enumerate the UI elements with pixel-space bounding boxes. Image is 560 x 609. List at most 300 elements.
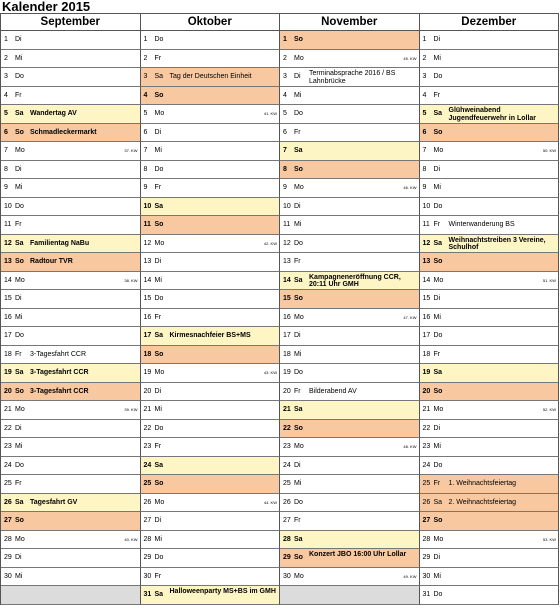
day-cell[interactable]	[1, 420, 141, 439]
week-number: 43. KW	[263, 370, 277, 375]
day-number: 25	[143, 480, 152, 487]
day-cell[interactable]	[280, 457, 420, 476]
calendar-row	[1, 512, 559, 531]
weekday-label: Mo	[294, 184, 304, 191]
weekday-label: Sa	[433, 110, 443, 117]
weekday-label: Mi	[433, 54, 441, 62]
day-cell[interactable]	[420, 327, 560, 346]
week-number: 40. KW	[124, 536, 138, 542]
day-cell[interactable]	[280, 586, 420, 605]
day-number: 19	[422, 369, 431, 376]
day-cell[interactable]	[280, 401, 420, 420]
day-cell[interactable]	[280, 161, 420, 180]
day-number: 20	[422, 387, 431, 395]
day-number: 30	[422, 572, 431, 580]
weekday-label: Mi	[433, 572, 441, 580]
weekday-label: Fr	[433, 350, 441, 358]
day-number: 18	[143, 350, 152, 358]
day-cell[interactable]	[280, 494, 420, 513]
weekday-label: Sa	[15, 239, 24, 247]
day-cell[interactable]	[420, 216, 560, 235]
weekday-label: Do	[154, 36, 164, 43]
weekday-label: Sa	[294, 147, 303, 154]
weekday-label: So	[15, 128, 24, 136]
weekday-label: Mo	[433, 276, 444, 284]
day-number: 2	[4, 54, 8, 62]
calendar-row	[1, 253, 559, 272]
day-cell[interactable]	[141, 87, 281, 106]
day-number: 4	[4, 91, 8, 99]
day-cell[interactable]	[280, 512, 420, 531]
day-number: 9	[143, 184, 148, 191]
day-number: 23	[422, 443, 431, 450]
calendar-row	[1, 290, 559, 309]
calendar-row	[1, 198, 559, 217]
weekday-label: Fr	[433, 221, 441, 228]
day-number: 12	[422, 239, 431, 247]
weekday-label: Do	[15, 332, 24, 339]
day-cell[interactable]	[141, 401, 281, 420]
day-cell[interactable]	[141, 383, 281, 402]
day-cell[interactable]	[1, 253, 141, 272]
day-cell[interactable]	[1, 161, 141, 180]
day-cell[interactable]	[280, 420, 420, 439]
day-number: 5	[4, 110, 8, 117]
event-label: Wandertag AV	[30, 110, 77, 117]
day-number: 4	[422, 91, 427, 99]
day-number: 27	[422, 517, 431, 524]
event-label: Bilderabend AV	[309, 387, 357, 395]
day-number: 1	[422, 36, 427, 43]
day-cell[interactable]	[141, 494, 281, 513]
day-cell[interactable]	[420, 198, 560, 217]
event-label: Konzert JBO 16:00 Uhr Lollar	[309, 551, 407, 558]
weekday-label: Fr	[154, 184, 162, 191]
day-cell[interactable]	[420, 68, 560, 87]
weekday-label: Di	[294, 202, 301, 210]
month-header-november: November	[280, 14, 420, 31]
day-number: 29	[143, 554, 152, 561]
event-label: Tag der Deutschen Einheit	[169, 73, 252, 80]
day-number: 16	[283, 313, 291, 321]
day-number: 18	[422, 350, 431, 358]
day-cell[interactable]	[420, 549, 560, 568]
day-cell[interactable]	[1, 216, 141, 235]
day-cell[interactable]	[280, 549, 420, 568]
day-cell[interactable]	[141, 124, 281, 143]
weekday-label: So	[294, 36, 303, 43]
day-number: 27	[4, 517, 12, 524]
day-cell[interactable]	[420, 494, 560, 513]
day-cell[interactable]	[1, 235, 141, 254]
day-cell[interactable]	[280, 235, 420, 254]
day-cell[interactable]	[420, 161, 560, 180]
day-number: 25	[283, 480, 291, 487]
week-number: 52. KW	[542, 407, 556, 412]
calendar-row	[1, 549, 559, 568]
day-cell[interactable]	[141, 216, 281, 235]
calendar-title: Kalender 2015	[2, 0, 91, 14]
weekday-label: Di	[15, 554, 22, 561]
day-cell[interactable]	[141, 198, 281, 217]
day-number: 27	[143, 517, 152, 524]
week-number: 50. KW	[542, 148, 556, 153]
event-label: 3-Tagesfahrt CCR	[30, 387, 89, 395]
weekday-label: Mi	[294, 480, 302, 487]
weekday-label: Mo	[15, 535, 25, 543]
day-number: 1	[143, 36, 148, 43]
day-number: 22	[143, 424, 152, 432]
day-cell[interactable]	[141, 272, 281, 291]
day-number: 25	[4, 480, 12, 487]
event-label: Winterwanderung BS	[448, 221, 515, 228]
day-cell[interactable]	[141, 290, 281, 309]
day-cell[interactable]	[141, 161, 281, 180]
month-header-september: September	[1, 14, 141, 31]
weekday-label: Do	[433, 202, 443, 210]
day-cell[interactable]	[280, 309, 420, 328]
day-number: 19	[143, 369, 152, 376]
day-number: 20	[283, 387, 291, 395]
day-cell[interactable]	[1, 475, 141, 494]
day-cell[interactable]	[420, 438, 560, 457]
day-number: 1	[283, 36, 287, 43]
weekday-label: Sa	[433, 498, 443, 506]
day-cell[interactable]	[141, 475, 281, 494]
day-cell[interactable]	[420, 568, 560, 587]
day-number: 10	[422, 202, 431, 210]
calendar-row	[1, 309, 559, 328]
weekday-label: So	[154, 221, 164, 228]
day-cell[interactable]	[1, 272, 141, 291]
day-number: 14	[422, 276, 431, 284]
weekday-label: Di	[433, 554, 441, 561]
day-number: 6	[4, 128, 8, 136]
weekday-label: So	[15, 517, 24, 524]
weekday-label: Mo	[294, 443, 304, 450]
day-cell[interactable]	[1, 401, 141, 420]
day-cell[interactable]	[1, 549, 141, 568]
event-label: Kampagneneröffnung CCR, 20:11 Uhr GMH	[309, 273, 401, 288]
weekday-label: Do	[154, 554, 164, 561]
day-cell[interactable]	[1, 327, 141, 346]
day-cell[interactable]	[280, 475, 420, 494]
day-number: 6	[283, 128, 287, 136]
week-number: 53. KW	[542, 536, 556, 542]
day-cell[interactable]	[420, 50, 560, 69]
day-number: 26	[143, 498, 152, 506]
day-number: 2	[283, 54, 287, 62]
day-cell[interactable]	[141, 31, 281, 50]
event-label: 2. Weihnachtsfeiertag	[448, 498, 517, 506]
day-cell[interactable]	[1, 586, 141, 605]
weekday-label: Do	[15, 461, 24, 469]
day-cell[interactable]	[420, 124, 560, 143]
calendar-row	[1, 586, 559, 605]
calendar-grid	[0, 13, 559, 605]
day-cell[interactable]	[420, 87, 560, 106]
day-cell[interactable]	[1, 142, 141, 161]
day-cell[interactable]	[141, 457, 281, 476]
day-cell[interactable]	[1, 309, 141, 328]
day-cell[interactable]	[420, 309, 560, 328]
day-cell[interactable]	[420, 105, 560, 124]
day-cell[interactable]	[280, 142, 420, 161]
calendar-row	[1, 105, 559, 124]
day-cell[interactable]	[1, 87, 141, 106]
weekday-label: So	[294, 424, 303, 432]
weekday-label: Mi	[15, 443, 23, 450]
day-cell[interactable]	[420, 531, 560, 550]
day-cell[interactable]	[141, 179, 281, 198]
day-number: 21	[283, 406, 291, 413]
day-number: 10	[283, 202, 291, 210]
day-number: 21	[4, 406, 12, 413]
day-number: 11	[4, 221, 12, 228]
day-number: 6	[143, 128, 148, 136]
day-cell[interactable]	[1, 50, 141, 69]
weekday-label: Fr	[15, 221, 22, 228]
day-cell[interactable]	[141, 364, 281, 383]
day-number: 15	[283, 295, 291, 302]
day-cell[interactable]	[420, 383, 560, 402]
week-number: 45. KW	[403, 55, 417, 61]
day-number: 31	[422, 591, 431, 598]
day-cell[interactable]	[141, 531, 281, 550]
day-cell[interactable]	[280, 105, 420, 124]
day-cell[interactable]	[420, 420, 560, 439]
day-cell[interactable]	[141, 50, 281, 69]
day-number: 13	[422, 258, 431, 265]
day-number: 30	[4, 572, 12, 580]
day-cell[interactable]	[141, 420, 281, 439]
day-cell[interactable]	[420, 272, 560, 291]
weekday-label: Mi	[294, 350, 302, 358]
day-cell[interactable]	[141, 586, 281, 605]
day-cell[interactable]	[1, 290, 141, 309]
day-cell[interactable]	[280, 290, 420, 309]
weekday-label: Sa	[433, 239, 443, 247]
weekday-label: Mo	[433, 147, 444, 154]
calendar-row	[1, 457, 559, 476]
weekday-label: Di	[433, 165, 441, 173]
event-label: 3-Tagesfahrt CCR	[30, 350, 87, 358]
day-cell[interactable]	[1, 457, 141, 476]
day-number: 9	[4, 184, 8, 191]
day-cell[interactable]	[1, 531, 141, 550]
day-cell[interactable]	[280, 216, 420, 235]
weekday-label: Do	[294, 239, 303, 247]
day-cell[interactable]	[141, 549, 281, 568]
day-cell[interactable]	[141, 142, 281, 161]
weekday-label: Di	[15, 165, 22, 173]
day-cell[interactable]	[1, 568, 141, 587]
weekday-label: Mi	[433, 184, 441, 191]
day-cell[interactable]	[420, 401, 560, 420]
weekday-label: Sa	[294, 535, 303, 543]
day-cell[interactable]	[420, 235, 560, 254]
day-number: 17	[4, 332, 12, 339]
weekday-label: Fr	[15, 350, 22, 358]
day-cell[interactable]	[420, 364, 560, 383]
weekday-label: Sa	[15, 369, 24, 376]
month-header-dezember: Dezember	[420, 14, 560, 31]
day-cell[interactable]	[280, 272, 420, 291]
day-cell[interactable]	[420, 586, 560, 605]
weekday-label: Fr	[154, 572, 162, 580]
day-cell[interactable]	[420, 31, 560, 50]
day-cell[interactable]	[280, 68, 420, 87]
weekday-label: Do	[433, 461, 443, 469]
day-cell[interactable]	[280, 383, 420, 402]
day-cell[interactable]	[280, 253, 420, 272]
day-number: 17	[422, 332, 431, 339]
day-cell[interactable]	[1, 438, 141, 457]
day-cell[interactable]	[420, 290, 560, 309]
day-cell[interactable]	[280, 50, 420, 69]
day-cell[interactable]	[280, 124, 420, 143]
weekday-label: Mi	[15, 184, 23, 191]
weekday-label: Di	[433, 424, 441, 432]
day-cell[interactable]	[420, 179, 560, 198]
day-cell[interactable]	[420, 512, 560, 531]
day-number: 2	[422, 54, 427, 62]
day-number: 30	[143, 572, 152, 580]
day-cell[interactable]	[141, 327, 281, 346]
day-cell[interactable]	[280, 327, 420, 346]
event-label: Glühweinabend Jugendfeuerwehr in Lollar	[448, 107, 537, 122]
event-label: Terminabsprache 2016 / BS Lahnbrücke	[309, 70, 396, 85]
day-cell[interactable]	[1, 179, 141, 198]
weekday-label: So	[154, 480, 164, 487]
event-label: Schmadleckermarkt	[30, 128, 97, 136]
day-cell[interactable]	[141, 512, 281, 531]
weekday-label: Mi	[15, 54, 23, 62]
day-number: 22	[283, 424, 291, 432]
day-number: 24	[422, 461, 431, 469]
week-number: 37. KW	[124, 148, 138, 153]
day-number: 28	[283, 535, 291, 543]
weekday-label: Fr	[294, 387, 301, 395]
weekday-label: So	[154, 91, 164, 99]
day-number: 20	[4, 387, 12, 395]
weekday-label: Di	[433, 295, 441, 302]
calendar-row	[1, 568, 559, 587]
day-cell[interactable]	[420, 346, 560, 365]
day-cell[interactable]	[141, 568, 281, 587]
week-number: 39. KW	[124, 407, 138, 412]
day-cell[interactable]	[141, 105, 281, 124]
day-number: 26	[4, 498, 12, 506]
day-cell[interactable]	[1, 105, 141, 124]
day-number: 14	[283, 276, 291, 284]
weekday-label: Di	[433, 36, 441, 43]
month-header-oktober: Oktober	[141, 14, 281, 31]
day-cell[interactable]	[280, 364, 420, 383]
weekday-label: Mi	[433, 313, 441, 321]
weekday-label: Di	[15, 36, 22, 43]
day-number: 13	[143, 258, 152, 265]
day-cell[interactable]	[280, 198, 420, 217]
day-cell[interactable]	[280, 531, 420, 550]
day-number: 4	[143, 91, 148, 99]
day-cell[interactable]	[1, 364, 141, 383]
day-number: 7	[4, 147, 8, 154]
day-number: 16	[422, 313, 431, 321]
day-cell[interactable]	[141, 235, 281, 254]
weekday-label: Do	[154, 295, 164, 302]
day-cell[interactable]	[141, 438, 281, 457]
day-cell[interactable]	[1, 346, 141, 365]
day-number: 3	[283, 73, 287, 80]
day-number: 5	[143, 110, 148, 117]
day-cell[interactable]	[1, 31, 141, 50]
weekday-label: Do	[294, 110, 303, 117]
day-cell[interactable]	[141, 253, 281, 272]
day-cell[interactable]	[420, 142, 560, 161]
day-cell[interactable]	[141, 346, 281, 365]
day-cell[interactable]	[280, 179, 420, 198]
day-number: 23	[143, 443, 152, 450]
event-label: Weihnachtstreiben 3 Vereine, Schulhof	[448, 236, 546, 251]
weekday-label: Mi	[154, 406, 162, 413]
day-cell[interactable]	[420, 253, 560, 272]
day-cell[interactable]	[1, 383, 141, 402]
day-number: 17	[283, 332, 291, 339]
week-number: 49. KW	[403, 573, 417, 579]
day-number: 10	[143, 202, 152, 210]
day-cell[interactable]	[1, 512, 141, 531]
day-number: 24	[4, 461, 12, 469]
weekday-label: Sa	[154, 202, 164, 210]
event-label: Halloweenparty MS+BS im GMH	[169, 588, 276, 595]
day-cell[interactable]	[1, 68, 141, 87]
day-cell[interactable]	[420, 475, 560, 494]
weekday-label: Mi	[294, 221, 302, 228]
day-cell[interactable]	[280, 568, 420, 587]
weekday-label: Mi	[15, 572, 23, 580]
day-cell[interactable]	[280, 438, 420, 457]
day-number: 25	[422, 480, 431, 487]
day-number: 15	[422, 295, 431, 302]
day-cell[interactable]	[1, 494, 141, 513]
day-number: 8	[422, 165, 427, 173]
weekday-label: So	[294, 165, 303, 173]
day-cell[interactable]	[280, 346, 420, 365]
day-cell[interactable]	[1, 198, 141, 217]
day-number: 26	[422, 498, 431, 506]
week-number: 51. KW	[542, 277, 556, 283]
day-number: 28	[422, 535, 431, 543]
day-cell[interactable]	[280, 87, 420, 106]
day-cell[interactable]	[420, 457, 560, 476]
day-number: 2	[143, 54, 148, 62]
day-number: 29	[422, 554, 431, 561]
day-number: 3	[422, 73, 427, 80]
day-number: 8	[283, 165, 287, 173]
weekday-label: Do	[154, 424, 164, 432]
day-number: 27	[283, 517, 291, 524]
day-cell[interactable]	[280, 31, 420, 50]
day-cell[interactable]	[141, 68, 281, 87]
day-cell[interactable]	[141, 309, 281, 328]
calendar-row	[1, 272, 559, 291]
calendar-row	[1, 179, 559, 198]
weekday-label: Mo	[15, 147, 25, 154]
day-cell[interactable]	[1, 124, 141, 143]
day-number: 14	[143, 276, 152, 284]
day-number: 18	[283, 350, 291, 358]
